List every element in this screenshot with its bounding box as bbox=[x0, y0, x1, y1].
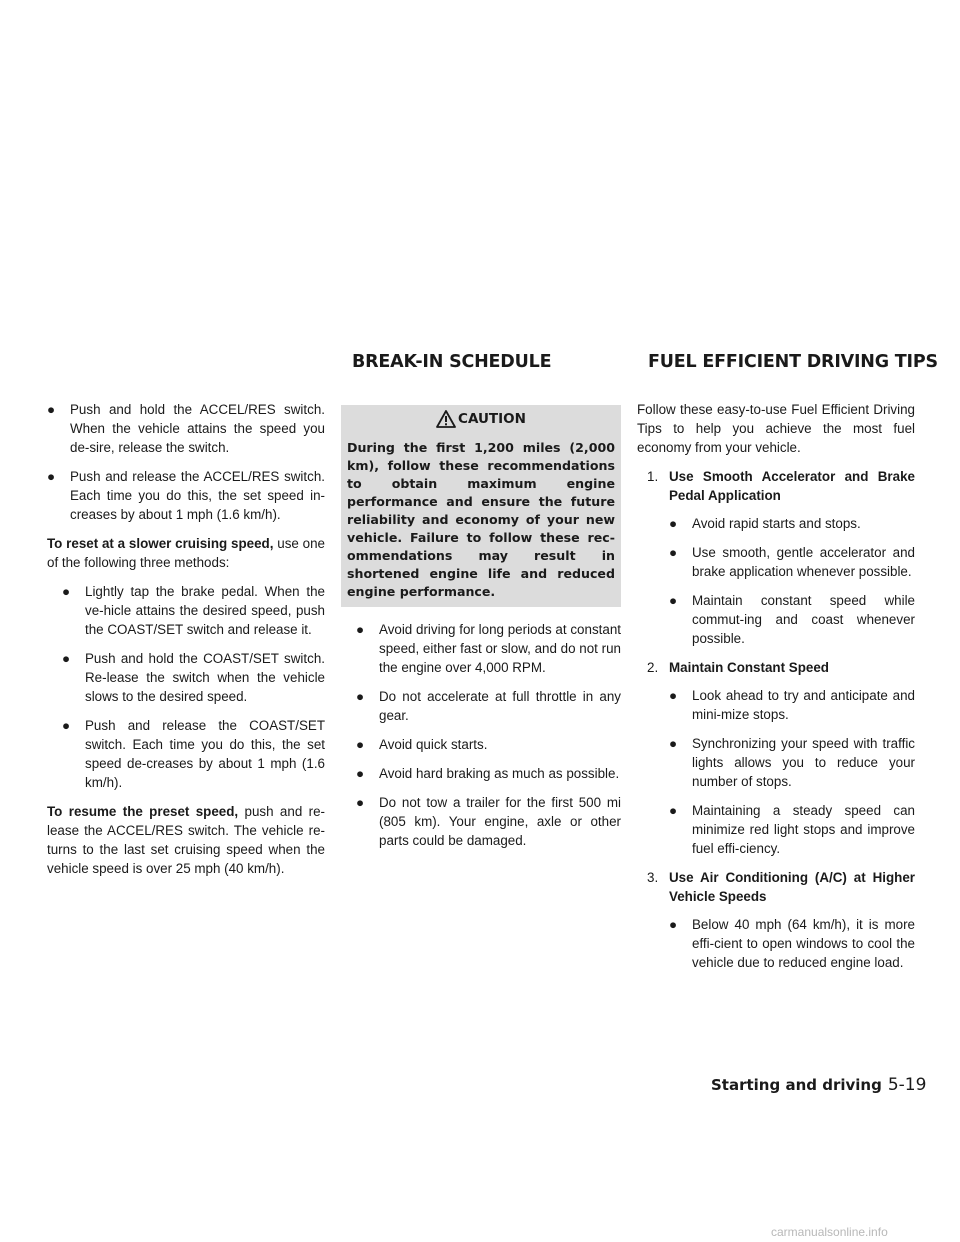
bullet-icon: ● bbox=[62, 651, 71, 666]
bullet-icon: ● bbox=[62, 718, 71, 733]
bullet-icon: ● bbox=[669, 803, 678, 818]
bullet-item: ● Use smooth, gentle accelerator and brake application whenever possible. bbox=[669, 545, 915, 579]
bullet-item: ● Push and release the ACCEL/RES switch. Each time you do this, the set speed in-creases by about 1 mph (1.6 km/h). bbox=[47, 469, 325, 522]
bullet-item: ● Look ahead to try and anticipate and mini-mize stops. bbox=[669, 688, 915, 722]
item-title: Use Smooth Accelerator and Brake Pedal Application bbox=[669, 469, 915, 503]
warning-icon bbox=[436, 410, 456, 428]
bullet-icon: ● bbox=[669, 545, 678, 560]
bullet-icon: ● bbox=[669, 516, 678, 531]
bullet-item: ● Push and release the COAST/SET switch. Each time you do this, the set speed de-creases by about 1 mph (1.6 km/h). bbox=[62, 718, 325, 790]
bullet-item: ● Maintaining a steady speed can minimize red light stops and improve fuel effi-ciency. bbox=[669, 803, 915, 856]
numbered-item bbox=[637, 868, 915, 906]
bullet-item: ● Avoid rapid starts and stops. bbox=[669, 516, 861, 531]
bullet-icon: ● bbox=[669, 736, 678, 751]
resume-lead: To resume the preset speed, bbox=[47, 804, 239, 819]
bullet-icon: ● bbox=[356, 689, 365, 704]
watermark: carmanualsonline.info bbox=[771, 1225, 888, 1239]
column-cruise-control bbox=[47, 400, 325, 888]
bullet-item: ● Push and hold the ACCEL/RES switch. When the vehicle attains the speed you de-sire, release the switch. bbox=[47, 402, 325, 455]
column-break-in bbox=[341, 400, 621, 860]
page-number: 5-19 bbox=[887, 1075, 927, 1095]
bullet-item: ● Synchronizing your speed with traffic lights allows you to reduce your number of stops. bbox=[669, 736, 915, 789]
bullet-icon: ● bbox=[356, 622, 365, 637]
resume-paragraph: To resume the preset speed, push and re-lease the ACCEL/RES switch. The vehicle re-turns to the last set cruising speed when the vehicle speed is over 25 mph (40 km/h). bbox=[47, 804, 325, 876]
bullet-icon: ● bbox=[356, 766, 365, 781]
item-title: Maintain Constant Speed bbox=[669, 660, 829, 675]
bullet-icon: ● bbox=[356, 795, 365, 810]
bullet-item: ● Lightly tap the brake pedal. When the ve-hicle attains the desired speed, push the COAST/SET switch and release it. bbox=[62, 584, 325, 637]
bullet-icon: ● bbox=[356, 737, 365, 752]
bullet-icon: ● bbox=[669, 917, 678, 932]
bullet-icon: ● bbox=[669, 688, 678, 703]
caution-title: CAUTION bbox=[458, 410, 526, 427]
bullet-item: ● Push and hold the COAST/SET switch. Re-lease the switch when the vehicle slows to the desired speed. bbox=[62, 651, 325, 704]
bullet-icon: ● bbox=[62, 584, 71, 599]
bullet-icon: ● bbox=[47, 469, 56, 484]
bullet-item: ● Below 40 mph (64 km/h), it is more effi-cient to open windows to cool the vehicle due to reduced engine load. bbox=[669, 917, 915, 970]
bullet-item: ● Maintain constant speed while commut-ing and coast whenever possible. bbox=[669, 593, 915, 646]
bullet-item: ● Avoid hard braking as much as possible. bbox=[356, 766, 620, 781]
numbered-item bbox=[637, 467, 915, 505]
section-heading-fuel-tips: FUEL EFFICIENT DRIVING TIPS bbox=[648, 352, 938, 372]
item-number: 2. bbox=[647, 660, 659, 675]
bullet-item: ● Do not accelerate at full throttle in any gear. bbox=[356, 689, 621, 723]
numbered-item bbox=[637, 658, 915, 677]
footer-section-title: Starting and driving bbox=[711, 1076, 882, 1094]
bullet-item: ● Do not tow a trailer for the first 500 mi (805 km). Your engine, axle or other parts could be damaged. bbox=[356, 795, 621, 848]
bullet-item: ● Avoid quick starts. bbox=[356, 737, 488, 752]
bullet-icon: ● bbox=[47, 402, 56, 417]
bullet-item: ● Avoid driving for long periods at constant speed, either fast or slow, and do not run the engine over 4,000 RPM. bbox=[356, 622, 621, 675]
reset-lead: To reset at a slower cruising speed, bbox=[47, 536, 274, 551]
page-footer bbox=[711, 1075, 926, 1095]
item-number: 1. bbox=[647, 469, 659, 484]
reset-paragraph: To reset at a slower cruising speed, use one of the following three methods: bbox=[47, 536, 326, 570]
column-fuel-tips bbox=[637, 400, 915, 982]
caution-text: During the first 1,200 miles (2,000 km), follow these recommendations to obtain maximum engine performance and ensure the future reliability and economy of your new vehicle. Failure to follow these rec-ommendations may result in shortened engine life and reduced engine performance. bbox=[347, 440, 615, 599]
fuel-intro: Follow these easy-to-use Fuel Efficient Driving Tips to help you achieve the most fuel economy from your vehicle. bbox=[637, 402, 915, 455]
bullet-icon: ● bbox=[669, 593, 678, 608]
caution-header bbox=[347, 409, 615, 429]
section-heading-break-in: BREAK-IN SCHEDULE bbox=[352, 352, 552, 372]
item-title: Use Air Conditioning (A/C) at Higher Vehicle Speeds bbox=[669, 870, 915, 904]
item-number: 3. bbox=[647, 870, 659, 885]
caution-box bbox=[341, 405, 621, 607]
